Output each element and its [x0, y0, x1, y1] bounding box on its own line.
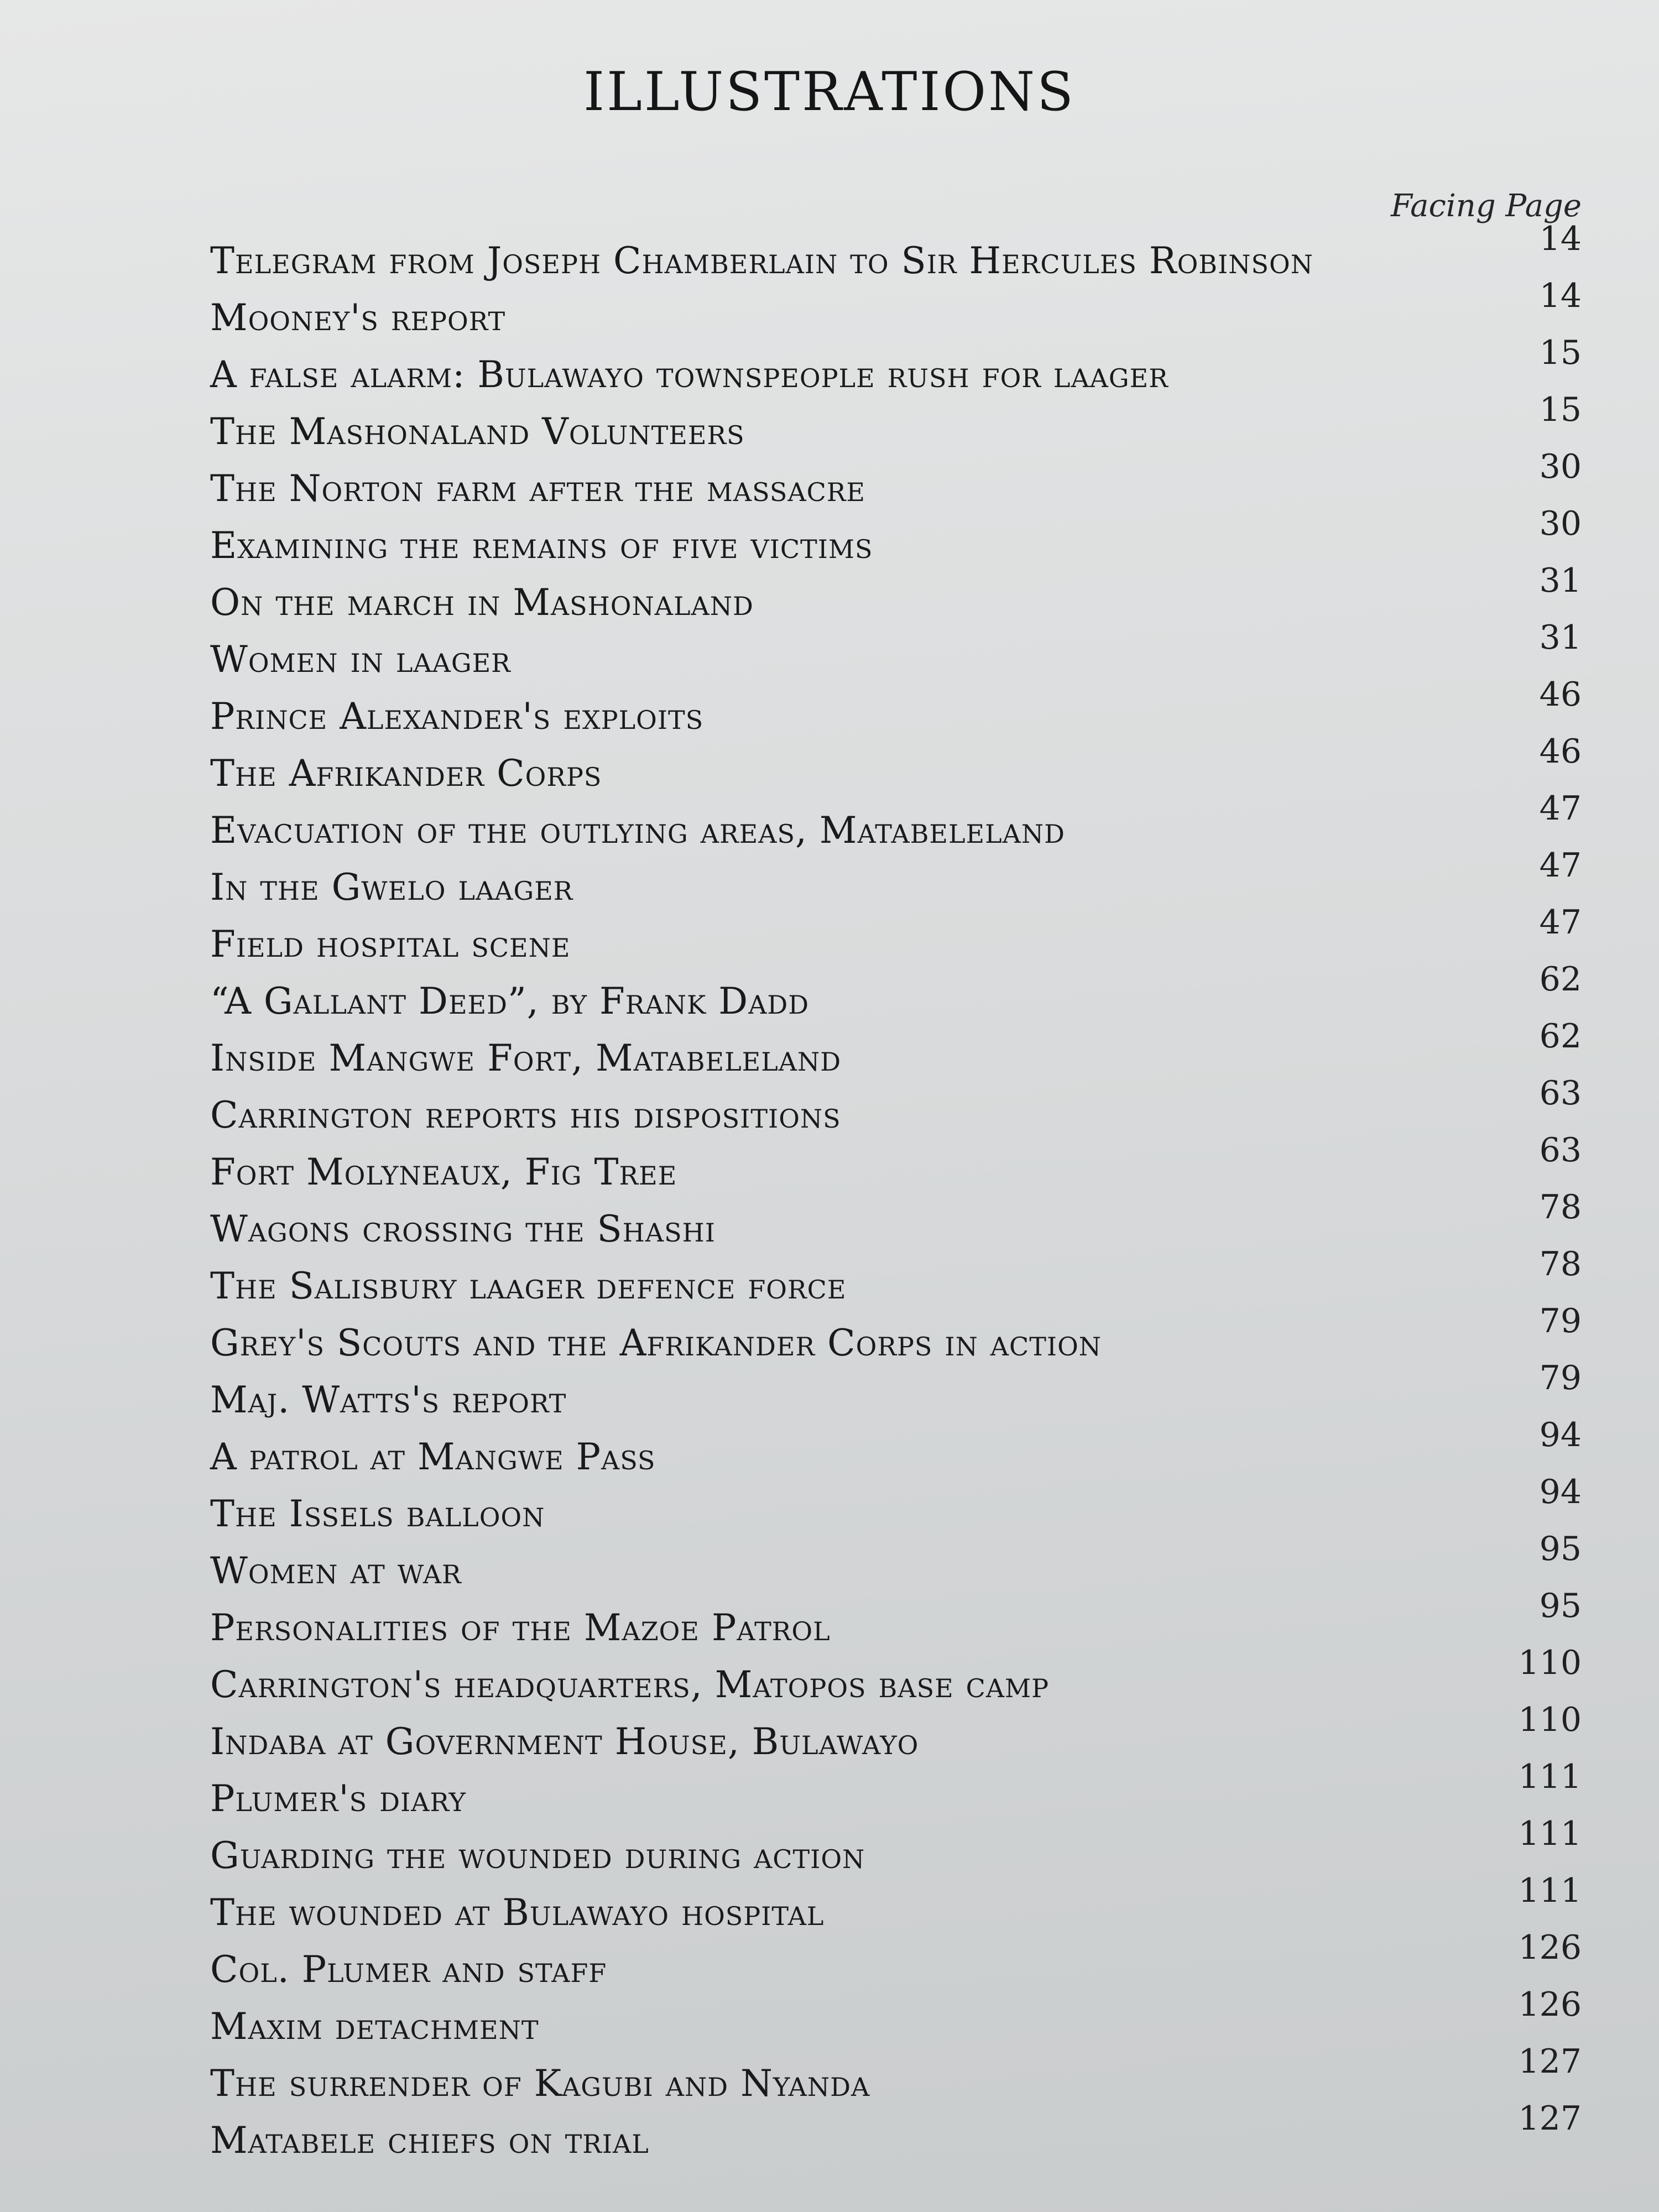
- illustration-title: Personalities of the Mazoe Patrol: [210, 1606, 831, 1649]
- illustration-entry: [210, 447, 1582, 517]
- facing-page-number: 62: [1539, 1016, 1582, 1056]
- illustration-entry: [210, 1985, 1582, 2055]
- facing-page-number: 110: [1518, 1700, 1582, 1739]
- illustration-entry: [210, 618, 1582, 688]
- illustration-title: The Afrikander Corps: [210, 752, 602, 795]
- facing-page-number: 95: [1539, 1529, 1582, 1568]
- illustration-entry: [210, 276, 1582, 346]
- facing-page-number: 94: [1539, 1472, 1582, 1511]
- facing-page-number: 47: [1539, 789, 1582, 828]
- facing-page-number: 111: [1518, 1871, 1582, 1910]
- illustration-entry: [210, 959, 1582, 1030]
- illustration-entry: [210, 902, 1582, 973]
- illustration-title: Carrington reports his dispositions: [210, 1094, 841, 1136]
- illustration-title: On the march in Mashonaland: [210, 581, 754, 624]
- facing-page-number: 95: [1539, 1586, 1582, 1625]
- illustration-title: “A Gallant Deed”, by Frank Dadd: [210, 980, 810, 1022]
- illustration-entry: [210, 675, 1582, 745]
- illustration-title: The surrender of Kagubi and Nyanda: [210, 2062, 870, 2105]
- illustration-entry: [210, 561, 1582, 631]
- illustration-entry: [210, 1472, 1582, 1542]
- illustration-entry: [210, 390, 1582, 460]
- illustration-entry: [210, 1415, 1582, 1485]
- illustration-title: Maxim detachment: [210, 2005, 539, 2048]
- illustration-entry: [210, 846, 1582, 916]
- facing-page-number: 78: [1539, 1244, 1582, 1284]
- illustration-entry: [210, 1073, 1582, 1144]
- illustration-entry: [210, 732, 1582, 802]
- illustration-entry: [210, 1130, 1582, 1201]
- illustration-title: Guarding the wounded during action: [210, 1834, 865, 1877]
- illustration-entry: [210, 1643, 1582, 1713]
- illustration-entry: [210, 1871, 1582, 1941]
- facing-page-number: 94: [1539, 1415, 1582, 1454]
- illustration-title: Carrington's headquarters, Matopos base camp: [210, 1663, 1050, 1706]
- illustration-title: Mooney's report: [210, 296, 506, 339]
- facing-page-number: 126: [1518, 1985, 1582, 2024]
- illustration-entry: [210, 789, 1582, 859]
- facing-page-number: 111: [1518, 1757, 1582, 1796]
- illustration-entry: [210, 1586, 1582, 1656]
- facing-page-number: 46: [1539, 732, 1582, 771]
- facing-page-number: 127: [1518, 2042, 1582, 2081]
- illustrations-list: [210, 219, 1582, 2169]
- illustration-entry: [210, 1928, 1582, 1998]
- facing-page-number: 111: [1518, 1814, 1582, 1853]
- facing-page-number: 46: [1539, 675, 1582, 714]
- illustration-entry: [210, 1187, 1582, 1258]
- facing-page-number: 63: [1539, 1130, 1582, 1170]
- illustration-entry: [210, 1244, 1582, 1314]
- illustration-entry: [210, 1700, 1582, 1770]
- illustration-entry: [210, 1529, 1582, 1599]
- facing-page-number: 78: [1539, 1187, 1582, 1227]
- facing-page-number: 127: [1518, 2099, 1582, 2138]
- facing-page-number: 62: [1539, 959, 1582, 999]
- illustration-title: The Issels balloon: [210, 1493, 545, 1535]
- illustration-title: The Norton farm after the massacre: [210, 467, 865, 510]
- illustration-entry: [210, 1358, 1582, 1428]
- illustration-entry: [210, 219, 1582, 289]
- illustration-title: The wounded at Bulawayo hospital: [210, 1891, 825, 1934]
- facing-page-number: 14: [1539, 276, 1582, 315]
- facing-page-number: 79: [1539, 1301, 1582, 1340]
- illustration-entry: [210, 2042, 1582, 2112]
- illustration-entry: [210, 1301, 1582, 1371]
- facing-page-number: 30: [1539, 447, 1582, 486]
- illustration-title: Prince Alexander's exploits: [210, 695, 704, 738]
- illustration-title: The Salisbury laager defence force: [210, 1265, 847, 1307]
- facing-page-number: 31: [1539, 618, 1582, 657]
- illustration-title: Grey's Scouts and the Afrikander Corps in action: [210, 1322, 1102, 1364]
- illustration-title: Matabele chiefs on trial: [210, 2119, 649, 2162]
- illustration-entry: [210, 2099, 1582, 2169]
- illustration-entry: [210, 1757, 1582, 1827]
- facing-page-number: 126: [1518, 1928, 1582, 1967]
- illustration-title: Evacuation of the outlying areas, Matabeleland: [210, 809, 1065, 852]
- illustration-title: Examining the remains of five victims: [210, 524, 873, 567]
- facing-page-number: 47: [1539, 846, 1582, 885]
- illustration-entry: [210, 333, 1582, 403]
- illustration-title: Field hospital scene: [210, 923, 571, 966]
- illustration-title: Telegram from Joseph Chamberlain to Sir Hercules Robinson: [210, 239, 1314, 282]
- facing-page-number: 14: [1539, 219, 1582, 258]
- illustration-title: Plumer's diary: [210, 1777, 467, 1820]
- page-title: ILLUSTRATIONS: [583, 61, 1076, 123]
- illustration-title: Maj. Watts's report: [210, 1379, 567, 1421]
- facing-page-number: 63: [1539, 1073, 1582, 1113]
- illustration-title: In the Gwelo laager: [210, 866, 573, 909]
- facing-page-number: 30: [1539, 504, 1582, 543]
- illustration-title: Indaba at Government House, Bulawayo: [210, 1720, 919, 1763]
- illustration-title: A patrol at Mangwe Pass: [210, 1436, 656, 1478]
- illustration-title: A false alarm: Bulawayo townspeople rush for laager: [210, 353, 1168, 396]
- facing-page-column-header: Facing Page: [1391, 188, 1582, 224]
- facing-page-number: 15: [1539, 333, 1582, 372]
- illustration-title: Women at war: [210, 1550, 462, 1592]
- facing-page-number: 47: [1539, 902, 1582, 942]
- illustration-title: Women in laager: [210, 638, 511, 681]
- illustration-title: Fort Molyneaux, Fig Tree: [210, 1151, 677, 1193]
- facing-page-number: 79: [1539, 1358, 1582, 1397]
- illustration-entry: [210, 1814, 1582, 1884]
- facing-page-number: 110: [1518, 1643, 1582, 1682]
- illustration-title: The Mashonaland Volunteers: [210, 410, 745, 453]
- illustration-title: Col. Plumer and staff: [210, 1948, 607, 1991]
- illustration-title: Inside Mangwe Fort, Matabeleland: [210, 1037, 842, 1079]
- illustration-entry: [210, 1016, 1582, 1087]
- illustration-entry: [210, 504, 1582, 574]
- facing-page-number: 31: [1539, 561, 1582, 600]
- facing-page-number: 15: [1539, 390, 1582, 429]
- illustration-title: Wagons crossing the Shashi: [210, 1208, 716, 1250]
